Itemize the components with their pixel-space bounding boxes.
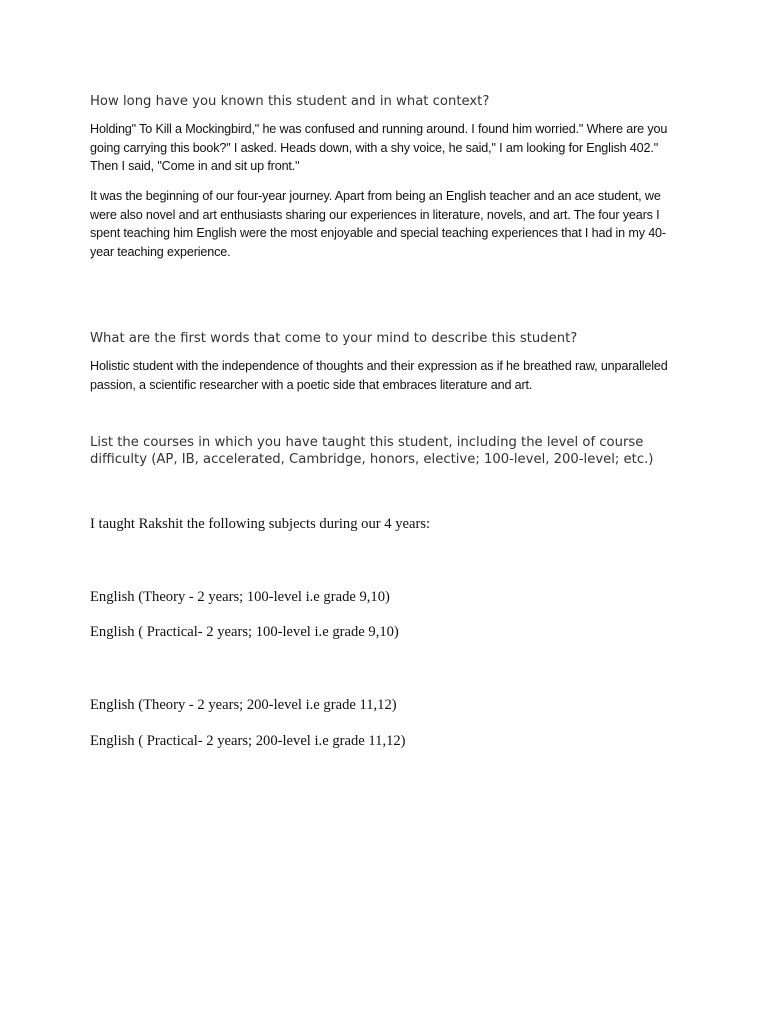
course-item: English ( Practical- 2 years; 100-level i.e grade 9,10)	[90, 624, 399, 640]
answer-first-words: Holistic student with the independence of thoughts and their expression as if he breathed raw, unparalleled passion, a scientific researcher with a poetic side that embraces literature and art.	[90, 359, 668, 392]
courses-intro: I taught Rakshit the following subjects during our 4 years:	[90, 516, 431, 532]
course-item: English (Theory - 2 years; 200-level i.e grade 11,12)	[90, 697, 397, 713]
question-known-context: How long have you known this student and in what context?	[90, 94, 490, 109]
course-item: English (Theory - 2 years; 100-level i.e grade 9,10)	[90, 589, 390, 605]
question-courses: List the courses in which you have taught this student, including the level of course difficulty (AP, IB, accelerated, Cambridge, honors, elective; 100-level, 200-level; etc.)	[90, 435, 654, 467]
answer-paragraph-2: It was the beginning of our four-year journey. Apart from being an English teacher and an ace student, we were also novel and art enthusiasts sharing our experiences in literature, novels, and art. The four years I spent teaching him English were the most enjoyable and special teaching experiences that I had in my 40-year teaching experience.	[90, 189, 666, 259]
course-item: English ( Practical- 2 years; 200-level i.e grade 11,12)	[90, 733, 406, 749]
question-first-words: What are the first words that come to your mind to describe this student?	[90, 331, 578, 346]
answer-paragraph-1: Holding" To Kill a Mockingbird," he was confused and running around. I found him worried." Where are you going carrying this book?" I asked. Heads down, with a shy voice, he said," I am looking for English 402." Then I said, "Come in and sit up front."	[90, 122, 668, 173]
